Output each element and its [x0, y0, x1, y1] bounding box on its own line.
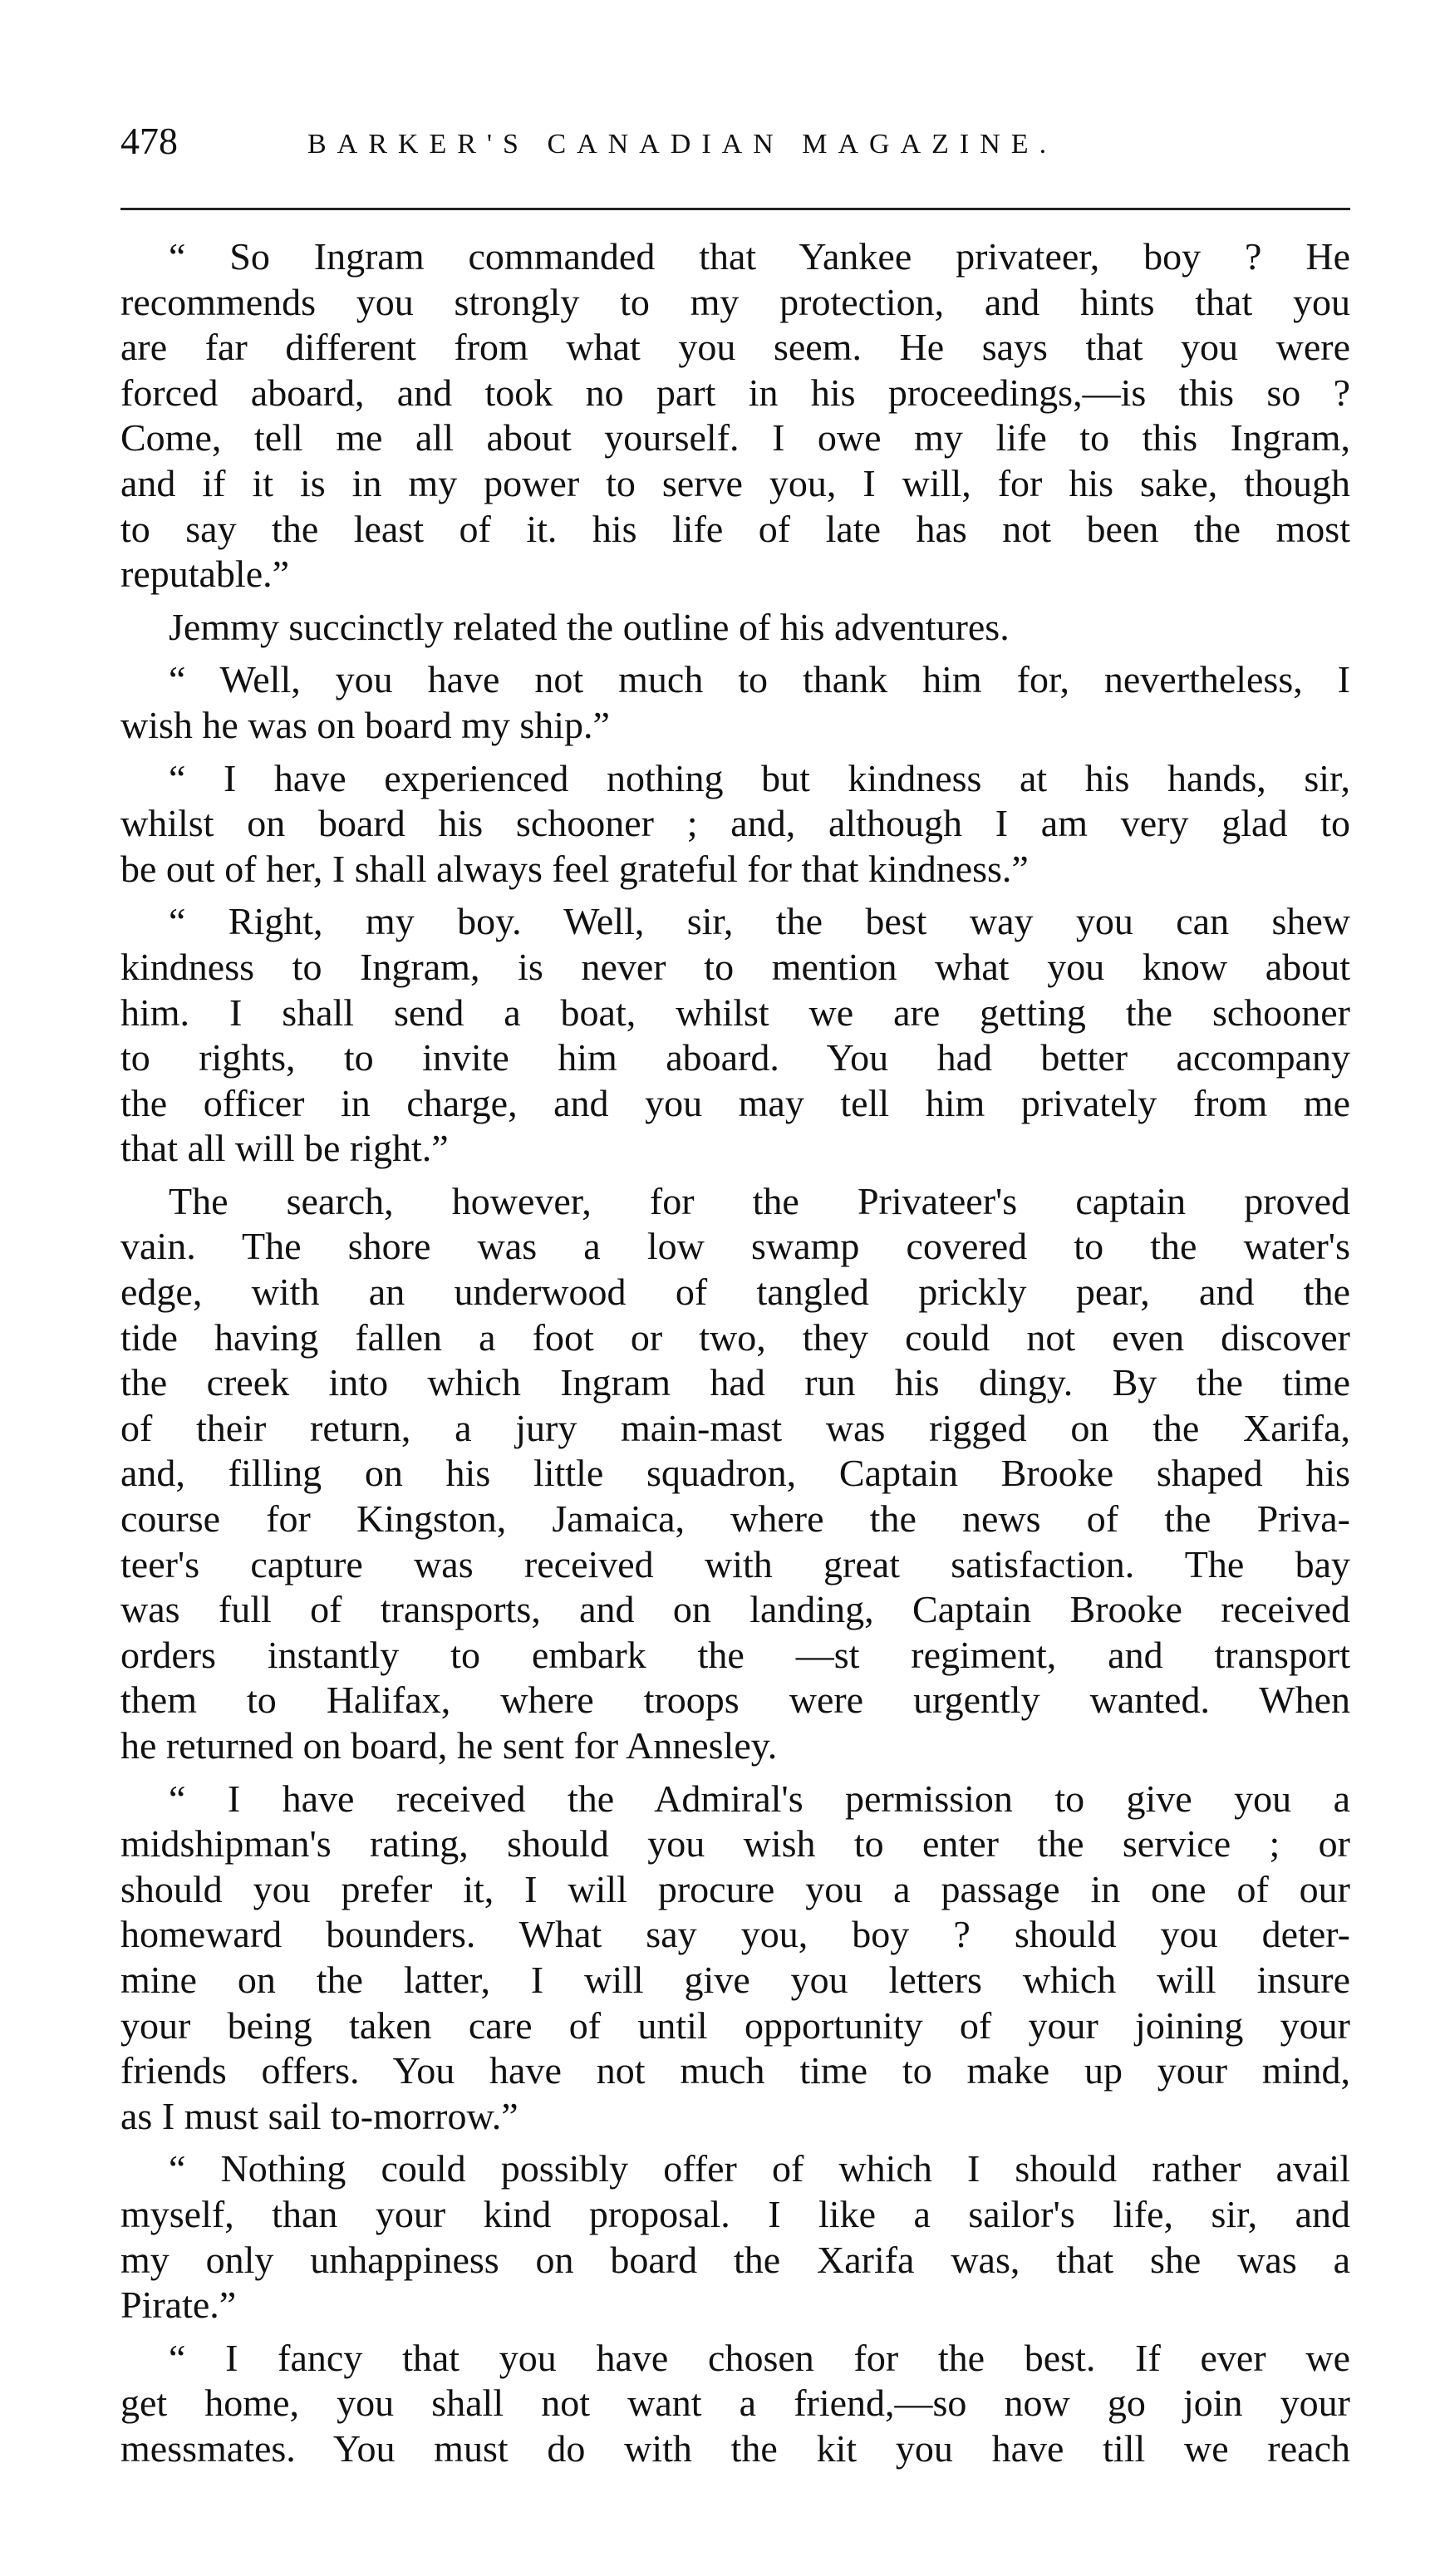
paragraph [120, 234, 1350, 597]
text-line: recommends you strongly to my protection, and hints that you [120, 280, 1350, 323]
text-line: are far different from what you seem. He says that you were [120, 326, 1350, 369]
text-line: friends offers. You have not much time to make up your mind, [120, 2049, 1350, 2092]
text-line: him. I shall send a boat, whilst we are getting the schooner [120, 991, 1350, 1034]
body-text [120, 234, 1350, 2480]
text-line: the officer in charge, and you may tell him privately from me [120, 1081, 1350, 1124]
text-line: “ Nothing could possibly offer of which I should rather avail [169, 2147, 1350, 2190]
text-line: was full of transports, and on landing, Captain Brooke received [120, 1588, 1350, 1631]
text-line: “ Well, you have not much to thank him for, nevertheless, I [169, 658, 1350, 701]
text-line: them to Halifax, where troops were urgently wanted. When [120, 1679, 1350, 1722]
text-line: be out of her, I shall always feel grateful for that kindness.” [120, 847, 1029, 890]
text-line: teer's capture was received with great satisfaction. The bay [120, 1542, 1350, 1585]
text-line: as I must sail to-morrow.” [120, 2094, 518, 2137]
text-line: Come, tell me all about yourself. I owe my life to this Ingram, [120, 416, 1350, 460]
text-line: “ I fancy that you have chosen for the best. If ever we [169, 2336, 1350, 2379]
text-line: should you prefer it, I will procure you a passage in one of our [120, 1867, 1350, 1910]
text-line: my only unhappiness on board the Xarifa was, that she was a [120, 2238, 1350, 2281]
paragraph [120, 657, 1350, 748]
running-head [120, 116, 1350, 166]
text-line: forced aboard, and took no part in his proceedings,—is this so ? [120, 371, 1350, 414]
page-number: 478 [120, 120, 178, 162]
text-line: mine on the latter, I will give you letters which will insure [120, 1958, 1350, 2001]
text-line: whilst on board his schooner ; and, although I am very glad to [120, 802, 1350, 845]
header-rule [120, 208, 1350, 210]
paragraph [120, 1777, 1350, 2140]
text-line: orders instantly to embark the —st regiment, and transport [120, 1633, 1350, 1676]
paragraph [120, 2336, 1350, 2472]
text-line: Jemmy succinctly related the outline of his adventures. [169, 605, 1010, 648]
text-line: “ So Ingram commanded that Yankee privateer, boy ? He [169, 235, 1350, 278]
paragraph [120, 756, 1350, 892]
journal-title: BARKER'S CANADIAN MAGAZINE. [307, 129, 1058, 160]
text-line: “ I have received the Admiral's permission to give you a [169, 1777, 1350, 1820]
text-line: that all will be right.” [120, 1127, 449, 1170]
text-line: and, filling on his little squadron, Captain Brooke shaped his [120, 1452, 1350, 1495]
text-line: kindness to Ingram, is never to mention what you know about [120, 945, 1350, 988]
text-line: edge, with an underwood of tangled prickly pear, and the [120, 1271, 1350, 1314]
text-line: your being taken care of until opportunity of your joining your [120, 2003, 1350, 2047]
text-line: and if it is in my power to serve you, I will, for his sake, though [120, 461, 1350, 504]
text-line: “ I have experienced nothing but kindness at his hands, sir, [169, 756, 1350, 799]
text-line: tide having fallen a foot or two, they could not even discover [120, 1315, 1350, 1359]
text-line: get home, you shall not want a friend,—so now go join your [120, 2382, 1350, 2425]
text-line: reputable.” [120, 553, 290, 596]
text-line: he returned on board, he sent for Annesley. [120, 1724, 778, 1767]
text-line: myself, than your kind proposal. I like a sailor's life, sir, and [120, 2192, 1350, 2235]
text-line: homeward bounders. What say you, boy ? should you deter- [120, 1913, 1350, 1956]
text-line: midshipman's rating, should you wish to enter the service ; or [120, 1822, 1350, 1866]
text-line: Pirate.” [120, 2283, 237, 2327]
text-line: vain. The shore was a low swamp covered to the water's [120, 1225, 1350, 1268]
text-line: “ Right, my boy. Well, sir, the best way you can shew [169, 900, 1350, 943]
paragraph [120, 1179, 1350, 1769]
text-line: to rights, to invite him aboard. You had better accompany [120, 1036, 1350, 1079]
text-line: to say the least of it. his life of late has not been the most [120, 507, 1350, 550]
paragraph [120, 2146, 1350, 2328]
text-line: of their return, a jury main-mast was rigged on the Xarifa, [120, 1406, 1350, 1449]
text-line: wish he was on board my ship.” [120, 703, 610, 746]
paragraph [120, 899, 1350, 1172]
text-line: messmates. You must do with the kit you have till we reach [120, 2426, 1350, 2470]
text-line: the creek into which Ingram had run his dingy. By the time [120, 1361, 1350, 1404]
text-line: The search, however, for the Privateer's captain proved [169, 1179, 1350, 1222]
text-line: course for Kingston, Jamaica, where the news of the Priva- [120, 1497, 1350, 1541]
paragraph [120, 605, 1350, 651]
